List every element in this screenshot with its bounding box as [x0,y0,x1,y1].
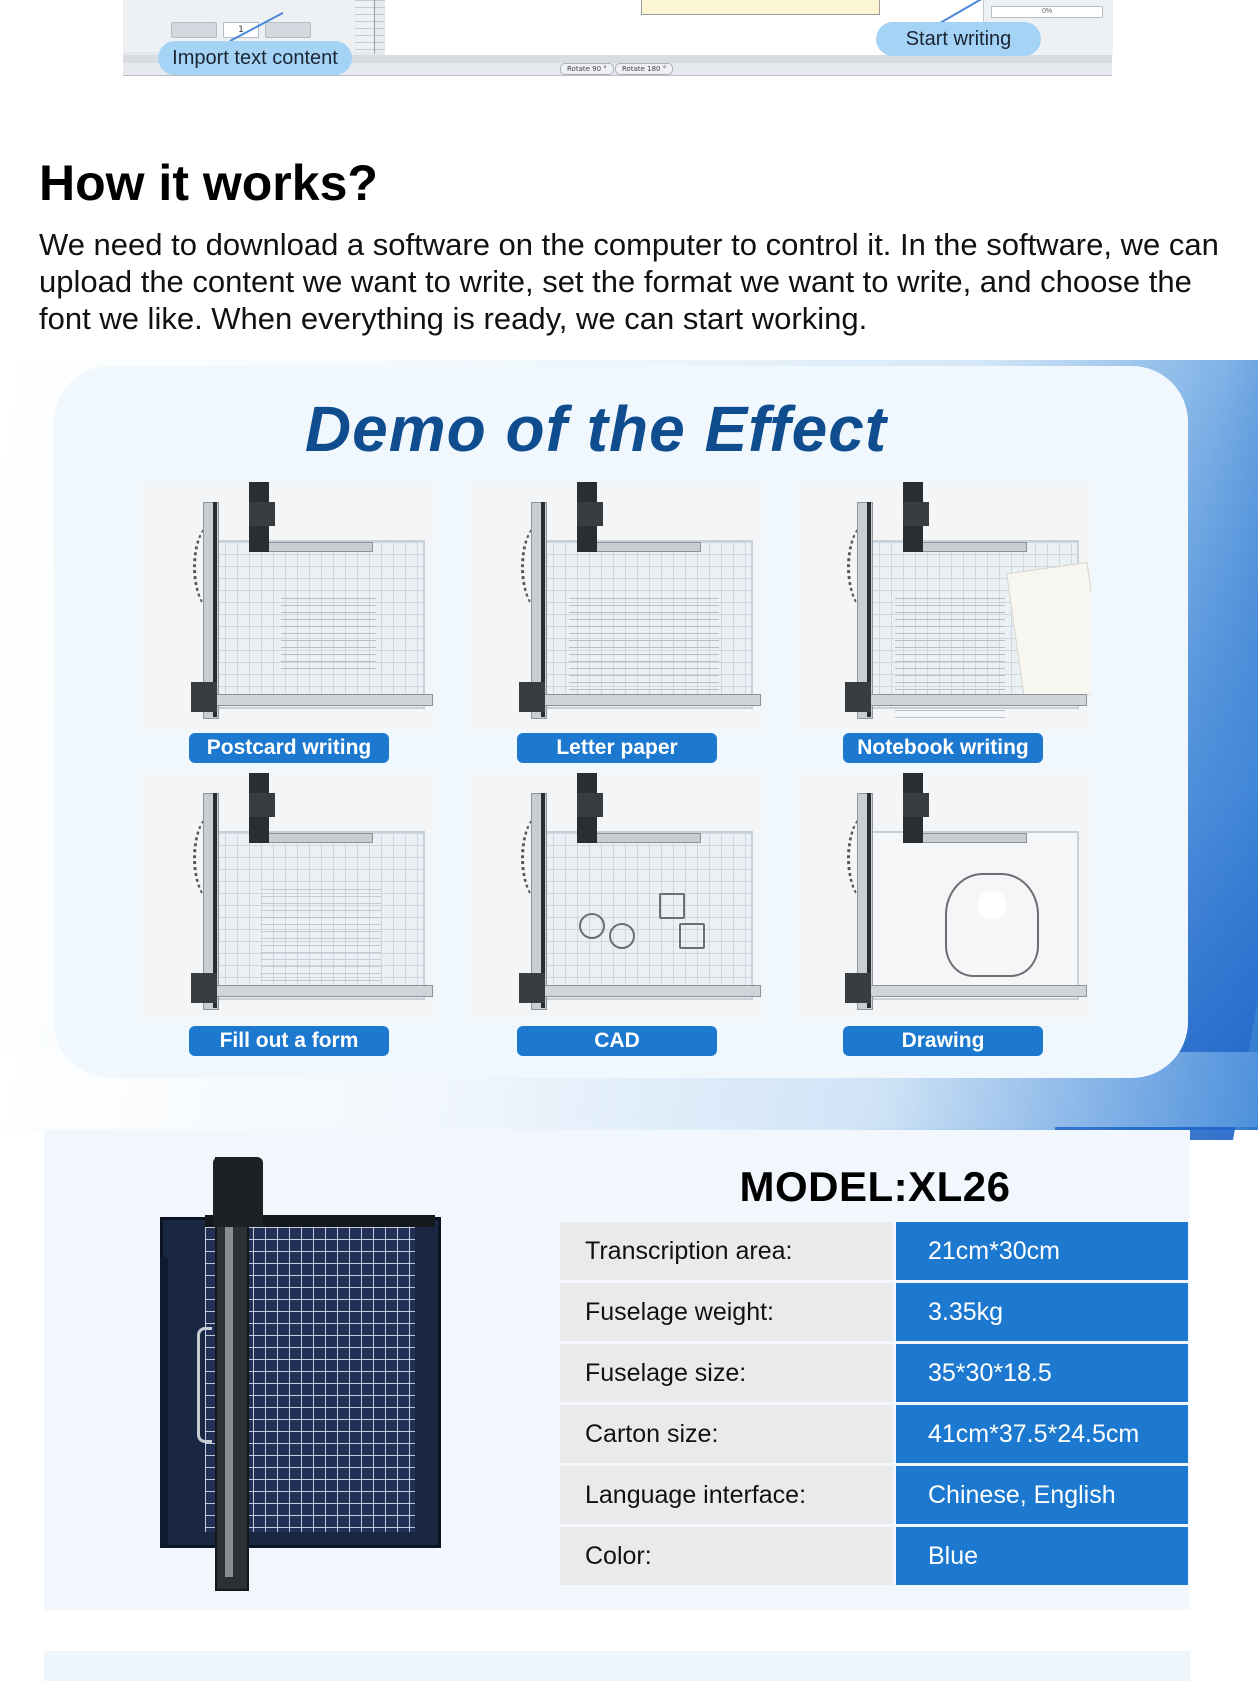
spec-value: 3.35kg [896,1283,1188,1341]
prev-page-button[interactable] [171,22,217,38]
spec-label: Fuselage size: [560,1344,893,1402]
notebook-writing-photo [795,482,1091,730]
spec-label: Fuselage weight: [560,1283,893,1341]
demo-title: Demo of the Effect [304,393,888,465]
import-text-callout: Import text content [158,41,352,75]
rotate-180-button[interactable]: Rotate 180 ° [615,63,673,75]
ruler-divider [374,0,375,54]
spec-value: Blue [896,1527,1188,1585]
next-section-edge [44,1651,1190,1681]
model-title: MODEL:XL26 [739,1163,1011,1210]
spec-row [560,1527,1188,1585]
spec-label: Color: [560,1527,893,1585]
tag-drawing: Drawing [843,1026,1043,1056]
vertical-ruler [355,0,385,52]
spec-value: 35*30*18.5 [896,1344,1188,1402]
how-it-works-description: We need to download a software on the computer to control it. In the software, we can upload the content we want to write, set the format we want to write, and choose the font we like. When everything is ready, we can start working. [39,227,1219,336]
drawing-photo [795,773,1091,1021]
plotter-product-image [155,1157,440,1587]
next-page-button[interactable] [265,22,311,38]
spec-value: 21cm*30cm [896,1222,1188,1280]
tag-postcard-writing: Postcard writing [189,733,389,763]
spec-row [560,1222,1188,1280]
tag-letter-paper: Letter paper [517,733,717,763]
cad-photo [469,773,765,1021]
spec-label: Language interface: [560,1466,893,1524]
spec-table [560,1222,1188,1588]
spec-row [560,1405,1188,1463]
paper-preview [641,0,880,15]
spec-label: Carton size: [560,1405,893,1463]
spec-value: Chinese, English [896,1466,1188,1524]
page-number-field[interactable]: 1 [223,22,259,38]
tag-cad: CAD [517,1026,717,1056]
tag-fill-out-form: Fill out a form [189,1026,389,1056]
postcard-writing-photo [141,482,437,730]
fill-out-form-photo [141,773,437,1021]
progress-indicator: 0% [991,6,1103,18]
spec-row [560,1344,1188,1402]
spec-value: 41cm*37.5*24.5cm [896,1405,1188,1463]
rotate-90-button[interactable]: Rotate 90 ° [560,63,614,75]
how-it-works-heading: How it works? [39,155,378,211]
spec-row [560,1466,1188,1524]
tag-notebook-writing: Notebook writing [843,733,1043,763]
spec-label: Transcription area: [560,1222,893,1280]
start-writing-callout: Start writing [876,22,1041,56]
letter-paper-photo [469,482,765,730]
spec-row [560,1283,1188,1341]
